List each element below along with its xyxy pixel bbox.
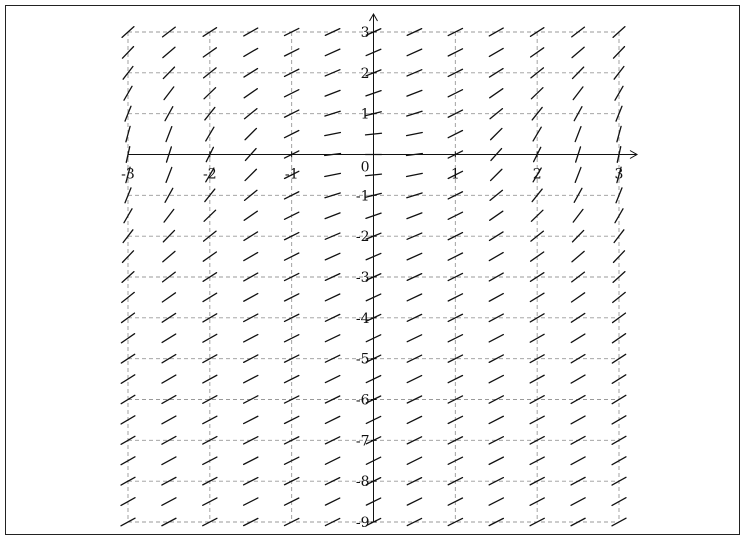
x-tick-label: 3 [614,166,624,183]
x-tick-label: 2 [532,166,542,183]
slope-segment [121,518,135,526]
slope-segment [244,211,257,220]
slope-segment [491,128,502,139]
slope-segment [574,107,582,121]
slope-segment [571,355,585,363]
slope-segment [407,457,421,464]
slope-segment [164,209,174,222]
slope-segment [325,133,341,136]
slope-segment [407,376,421,383]
slope-segment [407,90,422,96]
slope-segment [448,212,462,219]
slope-segment [571,498,585,506]
slope-segment [325,457,339,464]
slope-segment [573,209,583,222]
slope-segment [407,498,421,505]
slope-segment [407,335,421,342]
slope-segment [285,212,299,219]
slope-segment [407,173,423,176]
slope-segment [325,253,340,260]
slope-segment [407,133,423,136]
slope-segment [572,251,584,261]
slope-segment [572,47,584,57]
figure-frame [5,5,740,535]
slope-segment [612,457,626,465]
y-tick-label: -1 [355,188,370,205]
slope-segment [489,253,503,261]
slope-segment [573,87,583,100]
slope-segment [572,67,583,78]
slope-segment [490,211,503,220]
slope-segment [162,457,176,465]
slope-segment [166,127,172,142]
slope-segment [575,127,581,142]
slope-segment [572,230,583,241]
slope-segment [166,167,172,182]
slope-segment [244,375,258,382]
slope-segment [245,128,256,139]
slope-segment [244,294,258,302]
slope-segment [574,188,582,202]
slope-field-chart [6,6,741,536]
y-tick-label: -5 [355,351,370,368]
slope-segment [489,375,503,382]
slope-segment [489,457,503,464]
slope-segment [407,213,422,219]
y-tick-label: -2 [355,229,370,246]
x-tick-label: 1 [450,166,460,183]
y-tick-label: -6 [355,392,370,409]
y-tick-label: -8 [355,474,370,491]
y-tick-label: -7 [355,433,370,450]
y-tick-label: -3 [355,270,370,286]
slope-segment [325,213,340,219]
slope-segment [571,375,585,383]
slope-segment [325,294,339,301]
slope-segment [244,498,258,505]
slope-segment [163,251,175,261]
slope-segment [571,436,585,444]
slope-segment [572,27,585,37]
slope-segment [490,89,503,98]
slope-segment [489,294,503,302]
slope-segment [163,47,175,57]
y-tick-label: 3 [360,25,370,41]
y-tick-label: 1 [360,106,370,123]
slope-segment [571,457,585,465]
y-tick-label: -9 [355,515,370,531]
slope-segment [572,272,585,282]
slope-segment [204,210,216,221]
axes [128,14,637,522]
slope-segment [162,498,176,506]
slope-segment [407,49,422,56]
slope-segment [325,416,339,423]
slope-segment [325,376,339,383]
slope-segment [489,335,503,342]
slope-segment [121,457,135,465]
slope-segment [244,89,257,98]
slope-segment [407,253,422,260]
slope-segment [325,173,341,176]
slope-segment [571,416,585,424]
slope-segment [407,416,421,423]
slope-segment [325,90,340,96]
slope-segment [571,396,585,404]
slope-segment [203,457,217,464]
y-tick-label: 2 [360,65,370,82]
origin-label: 0 [360,159,370,176]
slope-segment [325,498,339,505]
slope-segment [531,210,543,221]
slope-segment [162,334,176,342]
slope-segment [489,416,503,423]
slope-segment [244,253,258,261]
slope-segment [407,294,421,301]
slope-segment [366,133,382,135]
slope-segment [244,335,258,342]
slope-segment [244,416,258,423]
slope-segment [571,313,584,322]
slope-segment [121,436,135,444]
slope-segment [244,457,258,464]
y-tick-label: -4 [355,310,370,327]
slope-segment [448,457,462,464]
slope-segment [571,334,585,342]
slope-segment [244,48,258,56]
slope-segment [572,293,585,302]
slope-segment [489,48,503,56]
slope-segment [325,49,340,56]
slope-segment [489,498,503,505]
slope-segment [162,293,175,302]
slope-segment [532,189,542,201]
slope-segment [245,169,256,180]
slope-segment [162,375,176,383]
slope-segment [325,335,339,342]
x-tick-label: -2 [203,166,217,183]
slope-segment [530,457,544,464]
x-tick-label: -3 [121,166,135,183]
slope-segment [575,167,581,182]
slope-segment [162,416,176,424]
x-tick-label: -1 [284,166,299,183]
slope-segment [164,87,174,100]
slope-segment [285,457,299,464]
slope-segment [491,169,502,180]
